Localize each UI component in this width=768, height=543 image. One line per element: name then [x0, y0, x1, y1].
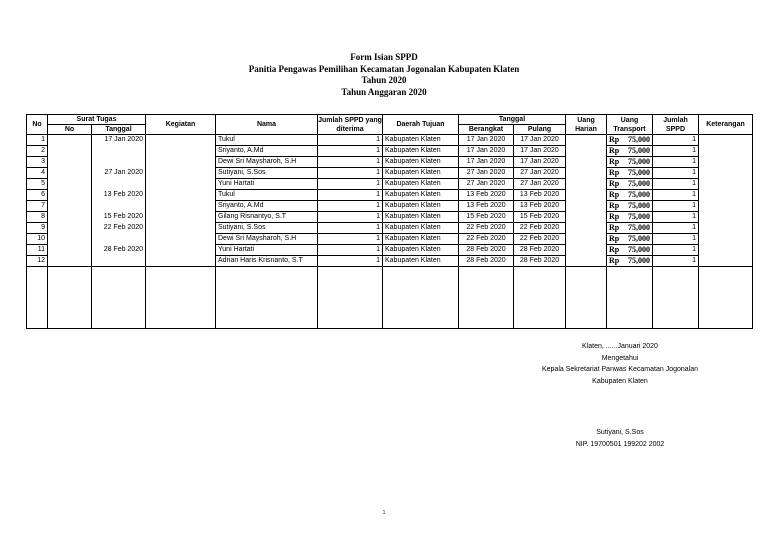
form-year: Tahun 2020	[361, 75, 407, 85]
cell-no: 5	[27, 179, 48, 190]
cell-st-no	[48, 190, 92, 201]
cell-nama: Sriyanto, A.Md	[216, 146, 318, 157]
cell-st-no	[48, 135, 92, 146]
cell-berangkat: 28 Feb 2020	[459, 245, 514, 256]
cell-kegiatan	[146, 223, 216, 234]
cell-jumlah-sppd: 1	[653, 256, 699, 267]
cell-berangkat: 15 Feb 2020	[459, 212, 514, 223]
cell-st-no	[48, 168, 92, 179]
cell-keterangan	[699, 201, 753, 212]
empty-cell	[653, 267, 699, 329]
currency-label: Rp	[609, 234, 620, 243]
cell-jumlah-sppd: 1	[653, 245, 699, 256]
cell-daerah-tujuan: Kabupaten Klaten	[383, 157, 459, 168]
cell-pulang: 28 Feb 2020	[514, 245, 566, 256]
transport-amount: 75,000	[628, 168, 650, 177]
cell-pulang: 28 Feb 2020	[514, 256, 566, 267]
transport-amount: 75,000	[628, 157, 650, 166]
cell-pulang: 17 Jan 2020	[514, 157, 566, 168]
form-title: Form Isian SPPD	[350, 52, 418, 62]
signer-regency: Kabupaten Klaten	[592, 377, 648, 385]
cell-no: 9	[27, 223, 48, 234]
header-st-no: No	[48, 125, 92, 135]
cell-nama: Sriyanto, A.Md	[216, 201, 318, 212]
cell-uang-transport	[607, 245, 653, 256]
cell-nama: Tukul	[216, 190, 318, 201]
currency-label: Rp	[609, 157, 620, 166]
cell-st-no	[48, 256, 92, 267]
empty-cell	[216, 267, 318, 329]
cell-kegiatan	[146, 135, 216, 146]
cell-uang-harian	[566, 168, 607, 179]
cell-kegiatan	[146, 157, 216, 168]
cell-uang-transport	[607, 168, 653, 179]
cell-st-tanggal: 22 Feb 2020	[92, 223, 146, 234]
form-organization: Panitia Pengawas Pemilihan Kecamatan Jogonalan Kabupaten Klaten	[248, 63, 520, 74]
header-uang-harian: Uang Harian	[566, 115, 607, 135]
table-row	[27, 168, 753, 179]
cell-uang-transport	[607, 201, 653, 212]
cell-nama: Yuni Hartati	[216, 245, 318, 256]
cell-jumlah-sppd: 1	[653, 179, 699, 190]
empty-cell	[146, 267, 216, 329]
cell-nama: Gilang Risnantyo, S.T	[216, 212, 318, 223]
cell-uang-transport	[607, 190, 653, 201]
cell-jumlah-diterima: 1	[318, 256, 383, 267]
cell-keterangan	[699, 234, 753, 245]
cell-uang-harian	[566, 179, 607, 190]
cell-no: 2	[27, 146, 48, 157]
empty-cell	[92, 267, 146, 329]
cell-keterangan	[699, 256, 753, 267]
currency-label: Rp	[609, 179, 620, 188]
cell-keterangan	[699, 146, 753, 157]
cell-daerah-tujuan: Kabupaten Klaten	[383, 201, 459, 212]
cell-nama: Dewi Sri Maysharoh, S.H	[216, 234, 318, 245]
cell-kegiatan	[146, 201, 216, 212]
cell-daerah-tujuan: Kabupaten Klaten	[383, 256, 459, 267]
header-surat-tugas: Surat Tugas	[48, 115, 146, 125]
transport-amount: 75,000	[628, 245, 650, 254]
cell-uang-harian	[566, 212, 607, 223]
cell-kegiatan	[146, 256, 216, 267]
cell-daerah-tujuan: Kabupaten Klaten	[383, 212, 459, 223]
cell-jumlah-diterima: 1	[318, 135, 383, 146]
cell-nama: Dewi Sri Maysharoh, S.H	[216, 157, 318, 168]
table-row	[27, 256, 753, 267]
cell-uang-transport	[607, 234, 653, 245]
empty-cell	[514, 267, 566, 329]
header-uang-transport: Uang Transport	[607, 115, 653, 135]
cell-st-no	[48, 179, 92, 190]
cell-uang-transport	[607, 146, 653, 157]
cell-berangkat: 17 Jan 2020	[459, 157, 514, 168]
cell-st-no	[48, 212, 92, 223]
header-nama: Nama	[216, 115, 318, 135]
table-row	[27, 146, 753, 157]
cell-uang-harian	[566, 135, 607, 146]
transport-amount: 75,000	[628, 179, 650, 188]
cell-nama: Yuni Hartati	[216, 179, 318, 190]
cell-keterangan	[699, 179, 753, 190]
signer-nip: NIP. 19700501 199202 2002	[575, 440, 665, 448]
cell-keterangan	[699, 223, 753, 234]
cell-jumlah-sppd: 1	[653, 212, 699, 223]
cell-uang-transport	[607, 135, 653, 146]
header-berangkat: Berangkat	[459, 125, 514, 135]
cell-uang-harian	[566, 234, 607, 245]
cell-jumlah-diterima: 1	[318, 212, 383, 223]
cell-uang-transport	[607, 212, 653, 223]
cell-jumlah-sppd: 1	[653, 168, 699, 179]
cell-nama: Sutiyani, S.Sos	[216, 223, 318, 234]
currency-label: Rp	[609, 201, 620, 210]
form-budget-year: Tahun Anggaran 2020	[341, 86, 427, 97]
cell-berangkat: 27 Jan 2020	[459, 168, 514, 179]
cell-st-tanggal	[92, 201, 146, 212]
cell-daerah-tujuan: Kabupaten Klaten	[383, 223, 459, 234]
cell-kegiatan	[146, 168, 216, 179]
cell-nama: Adrian Haris Krisnanto, S.T	[216, 256, 318, 267]
header-tanggal: Tanggal	[459, 115, 566, 125]
header-keterangan: Keterangan	[699, 115, 753, 135]
transport-amount: 75,000	[628, 146, 650, 155]
cell-jumlah-diterima: 1	[318, 234, 383, 245]
cell-daerah-tujuan: Kabupaten Klaten	[383, 234, 459, 245]
cell-st-tanggal	[92, 146, 146, 157]
cell-kegiatan	[146, 234, 216, 245]
cell-nama: Tukul	[216, 135, 318, 146]
cell-uang-harian	[566, 157, 607, 168]
currency-label: Rp	[609, 223, 620, 232]
cell-jumlah-sppd: 1	[653, 146, 699, 157]
cell-no: 3	[27, 157, 48, 168]
empty-cell	[48, 267, 92, 329]
cell-uang-harian	[566, 223, 607, 234]
cell-pulang: 22 Feb 2020	[514, 223, 566, 234]
acknowledged-label: Mengetahui	[601, 354, 639, 362]
cell-st-tanggal: 13 Feb 2020	[92, 190, 146, 201]
cell-kegiatan	[146, 179, 216, 190]
cell-jumlah-sppd: 1	[653, 234, 699, 245]
table-row	[27, 223, 753, 234]
cell-st-tanggal	[92, 179, 146, 190]
cell-daerah-tujuan: Kabupaten Klaten	[383, 245, 459, 256]
currency-label: Rp	[609, 212, 620, 221]
transport-amount: 75,000	[628, 256, 650, 265]
cell-kegiatan	[146, 245, 216, 256]
cell-no: 10	[27, 234, 48, 245]
cell-pulang: 22 Feb 2020	[514, 234, 566, 245]
table-row	[27, 135, 753, 146]
header-kegiatan: Kegiatan	[146, 115, 216, 135]
cell-st-no	[48, 146, 92, 157]
cell-jumlah-sppd: 1	[653, 157, 699, 168]
transport-amount: 75,000	[628, 190, 650, 199]
cell-daerah-tujuan: Kabupaten Klaten	[383, 179, 459, 190]
cell-no: 1	[27, 135, 48, 146]
cell-uang-transport	[607, 157, 653, 168]
cell-keterangan	[699, 168, 753, 179]
cell-uang-transport	[607, 223, 653, 234]
cell-uang-harian	[566, 190, 607, 201]
cell-no: 11	[27, 245, 48, 256]
cell-jumlah-diterima: 1	[318, 179, 383, 190]
cell-st-tanggal: 28 Feb 2020	[92, 245, 146, 256]
empty-cell	[318, 267, 383, 329]
cell-pulang: 17 Jan 2020	[514, 146, 566, 157]
cell-uang-transport	[607, 179, 653, 190]
currency-label: Rp	[609, 190, 620, 199]
cell-no: 6	[27, 190, 48, 201]
empty-cell	[566, 267, 607, 329]
cell-pulang: 27 Jan 2020	[514, 179, 566, 190]
cell-st-no	[48, 223, 92, 234]
cell-jumlah-diterima: 1	[318, 157, 383, 168]
table-row	[27, 234, 753, 245]
header-pulang: Pulang	[514, 125, 566, 135]
cell-jumlah-diterima: 1	[318, 223, 383, 234]
cell-berangkat: 22 Feb 2020	[459, 223, 514, 234]
sppd-table	[26, 114, 753, 329]
cell-berangkat: 17 Jan 2020	[459, 146, 514, 157]
cell-berangkat: 27 Jan 2020	[459, 179, 514, 190]
cell-daerah-tujuan: Kabupaten Klaten	[383, 168, 459, 179]
table-body	[27, 135, 753, 329]
cell-jumlah-sppd: 1	[653, 135, 699, 146]
transport-amount: 75,000	[628, 223, 650, 232]
cell-jumlah-sppd: 1	[653, 190, 699, 201]
currency-label: Rp	[609, 146, 620, 155]
page-number: 1	[382, 510, 386, 516]
cell-daerah-tujuan: Kabupaten Klaten	[383, 190, 459, 201]
cell-keterangan	[699, 190, 753, 201]
cell-jumlah-diterima: 1	[318, 190, 383, 201]
cell-jumlah-diterima: 1	[318, 201, 383, 212]
cell-pulang: 13 Feb 2020	[514, 190, 566, 201]
cell-uang-harian	[566, 256, 607, 267]
cell-keterangan	[699, 212, 753, 223]
signer-position: Kepala Sekretariat Panwas Kecamatan Jogonalan	[541, 366, 699, 373]
cell-st-no	[48, 157, 92, 168]
form-title-block	[0, 52, 768, 98]
cell-jumlah-diterima: 1	[318, 168, 383, 179]
cell-uang-harian	[566, 146, 607, 157]
cell-pulang: 13 Feb 2020	[514, 201, 566, 212]
empty-cell	[27, 267, 48, 329]
table-row	[27, 201, 753, 212]
cell-nama: Sutiyani, S.Sos	[216, 168, 318, 179]
cell-berangkat: 28 Feb 2020	[459, 256, 514, 267]
cell-st-no	[48, 201, 92, 212]
cell-berangkat: 13 Feb 2020	[459, 201, 514, 212]
cell-keterangan	[699, 245, 753, 256]
cell-no: 7	[27, 201, 48, 212]
cell-st-no	[48, 234, 92, 245]
header-daerah-tujuan: Daerah Tujuan	[383, 115, 459, 135]
table-row	[27, 157, 753, 168]
transport-amount: 75,000	[628, 212, 650, 221]
cell-daerah-tujuan: Kabupaten Klaten	[383, 146, 459, 157]
cell-berangkat: 22 Feb 2020	[459, 234, 514, 245]
place-date: Klaten, ......Januari 2020	[582, 343, 658, 350]
cell-kegiatan	[146, 190, 216, 201]
currency-label: Rp	[609, 245, 620, 254]
cell-st-tanggal	[92, 234, 146, 245]
header-st-tanggal: Tanggal	[92, 125, 146, 135]
cell-no: 12	[27, 256, 48, 267]
currency-label: Rp	[609, 135, 620, 144]
cell-kegiatan	[146, 146, 216, 157]
cell-st-tanggal	[92, 157, 146, 168]
table-row	[27, 212, 753, 223]
cell-jumlah-sppd: 1	[653, 223, 699, 234]
table-row	[27, 190, 753, 201]
transport-amount: 75,000	[628, 135, 650, 144]
transport-amount: 75,000	[628, 234, 650, 243]
cell-pulang: 17 Jan 2020	[514, 135, 566, 146]
cell-uang-transport	[607, 256, 653, 267]
cell-jumlah-diterima: 1	[318, 146, 383, 157]
cell-no: 8	[27, 212, 48, 223]
currency-label: Rp	[609, 256, 620, 265]
header-jumlah-sppd: Jumlah SPPD	[653, 115, 699, 135]
signature-block	[520, 341, 720, 450]
cell-jumlah-sppd: 1	[653, 201, 699, 212]
cell-no: 4	[27, 168, 48, 179]
cell-uang-harian	[566, 245, 607, 256]
currency-label: Rp	[609, 168, 620, 177]
empty-cell	[607, 267, 653, 329]
cell-st-tanggal: 15 Feb 2020	[92, 212, 146, 223]
cell-kegiatan	[146, 212, 216, 223]
cell-st-tanggal: 27 Jan 2020	[92, 168, 146, 179]
empty-cell	[699, 267, 753, 329]
transport-amount: 75,000	[628, 201, 650, 210]
empty-filler-row	[27, 267, 753, 329]
empty-cell	[459, 267, 514, 329]
table-row	[27, 179, 753, 190]
cell-pulang: 27 Jan 2020	[514, 168, 566, 179]
cell-jumlah-diterima: 1	[318, 245, 383, 256]
cell-berangkat: 17 Jan 2020	[459, 135, 514, 146]
header-no: No	[27, 115, 48, 135]
cell-berangkat: 13 Feb 2020	[459, 190, 514, 201]
cell-pulang: 15 Feb 2020	[514, 212, 566, 223]
cell-st-tanggal	[92, 256, 146, 267]
cell-uang-harian	[566, 201, 607, 212]
cell-st-tanggal: 17 Jan 2020	[92, 135, 146, 146]
cell-keterangan	[699, 135, 753, 146]
signer-name: Sutiyani, S.Sos	[596, 429, 644, 436]
cell-st-no	[48, 245, 92, 256]
table-row	[27, 245, 753, 256]
cell-daerah-tujuan: Kabupaten Klaten	[383, 135, 459, 146]
empty-cell	[383, 267, 459, 329]
cell-keterangan	[699, 157, 753, 168]
header-jumlah-sppd-diterima: Jumlah SPPD yang diterima	[318, 116, 382, 133]
